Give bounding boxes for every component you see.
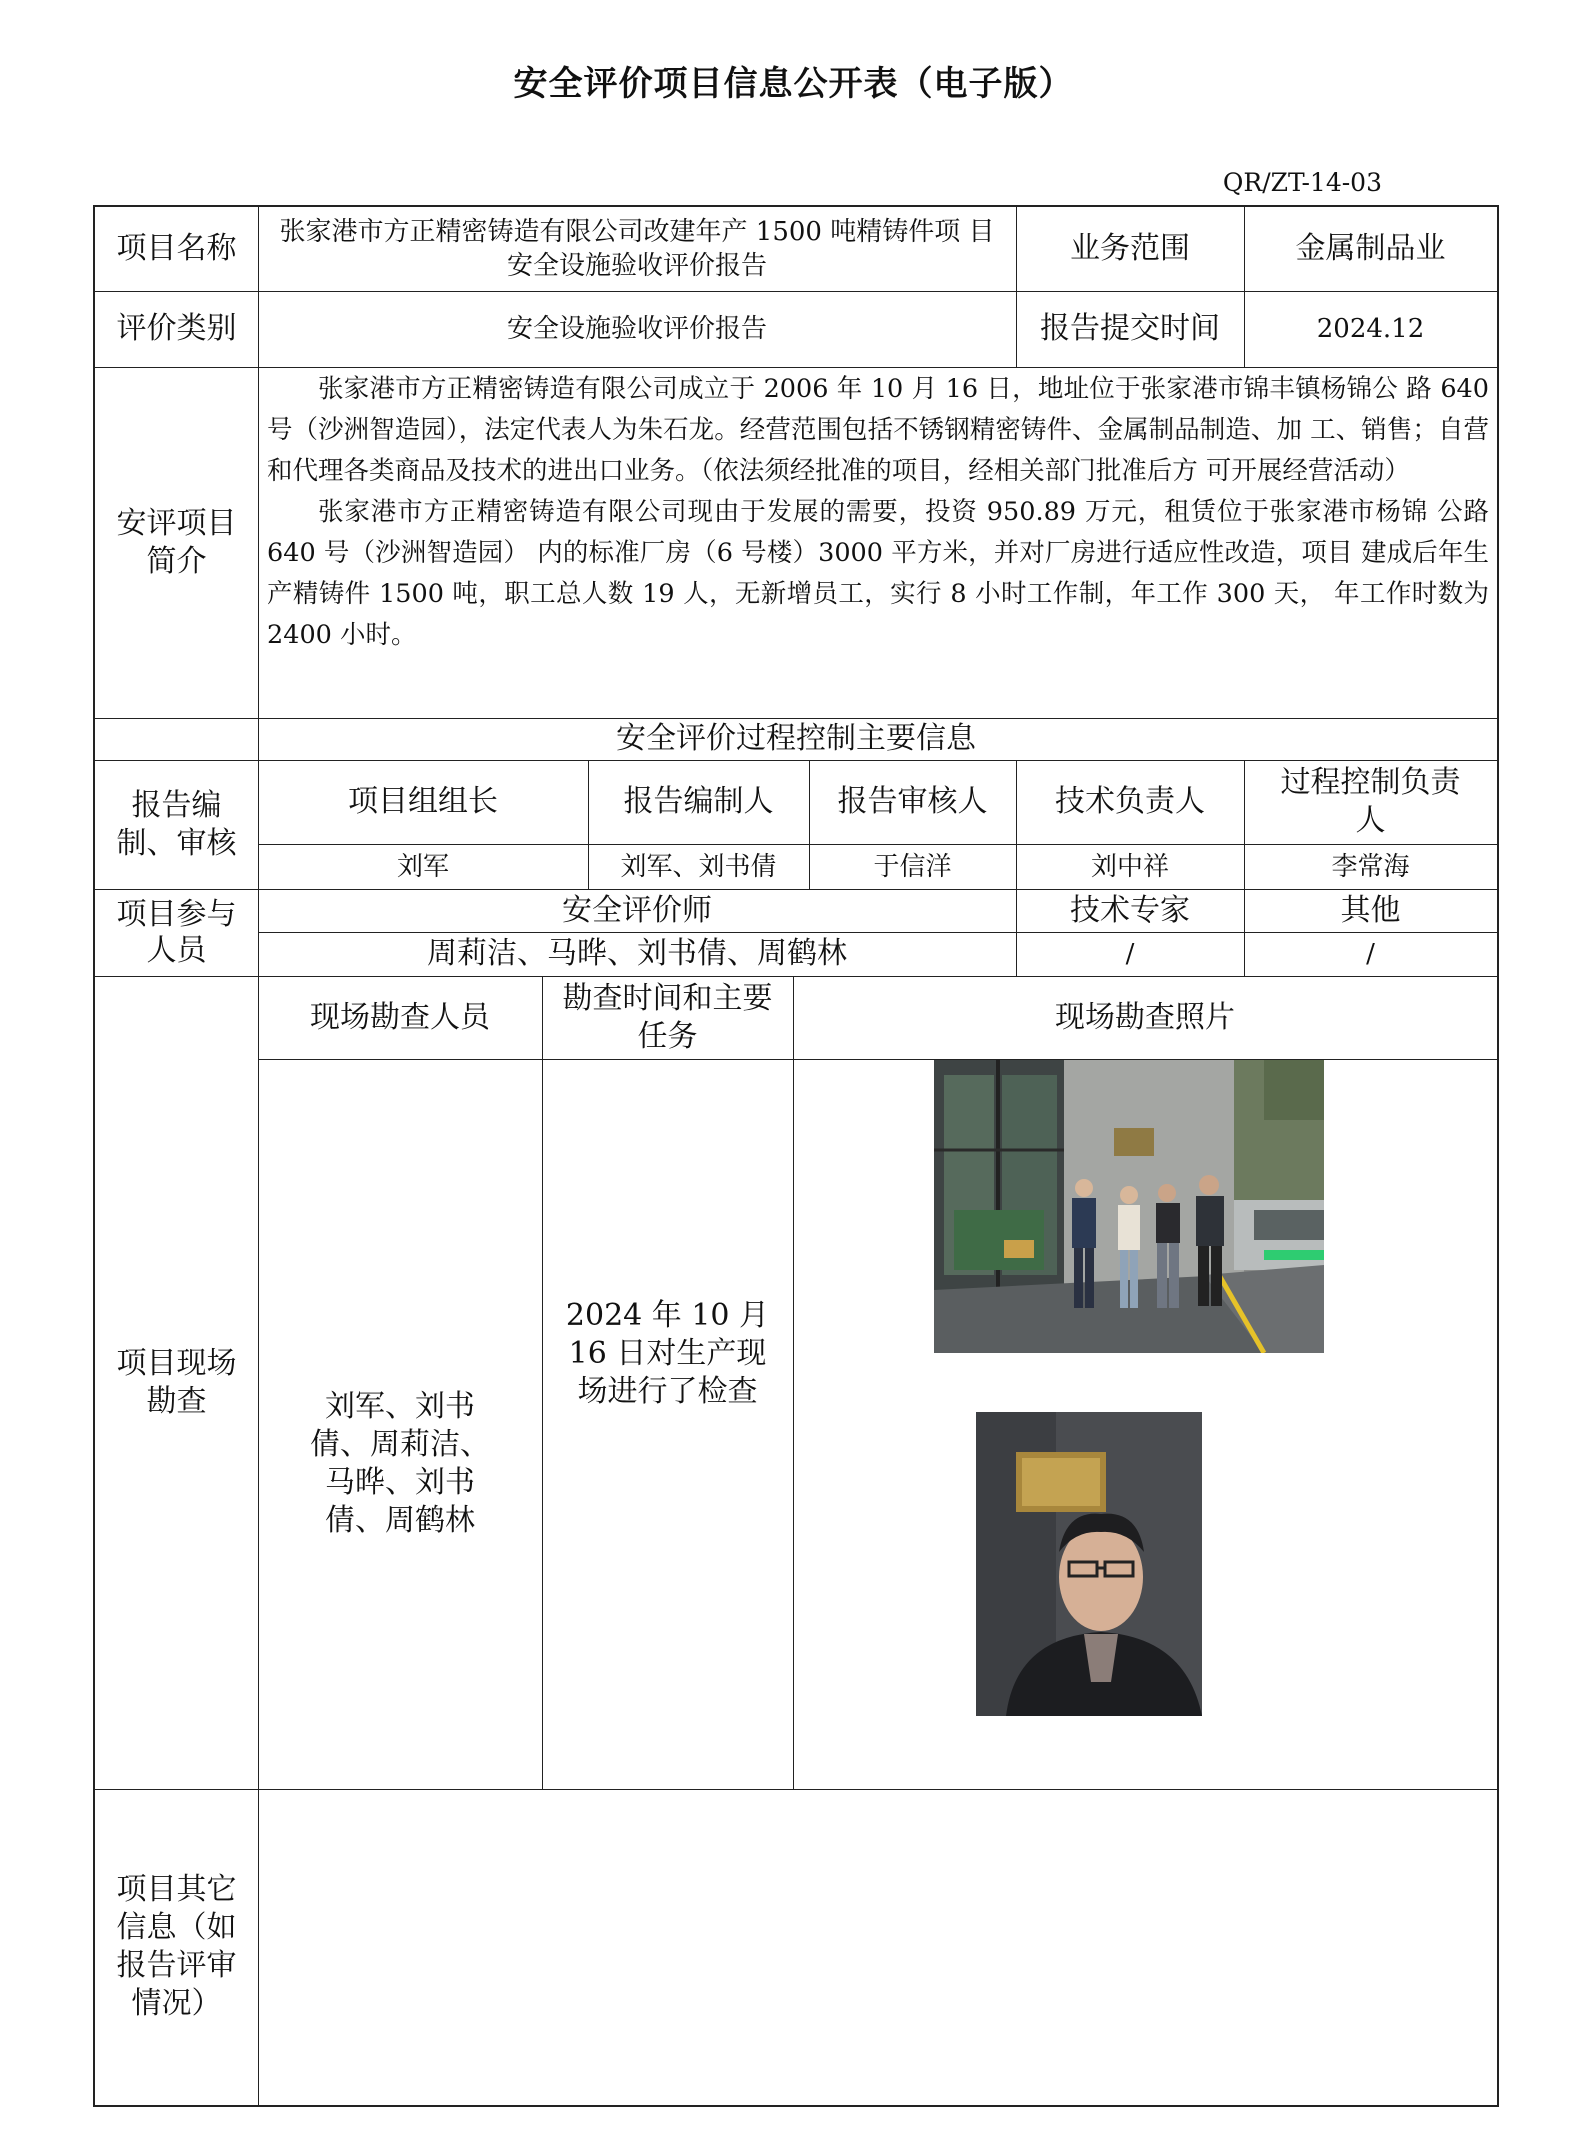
document-title: 安全评价项目信息公开表（电子版） [513, 64, 1074, 104]
submit-time-label: 报告提交时间 [1040, 311, 1220, 346]
business-scope-label: 业务范围 [1070, 231, 1190, 266]
safety-assessor-header: 安全评价师 [562, 892, 712, 928]
process-control-lead-value: 李常海 [1331, 851, 1410, 882]
selfie-photo-image [976, 1412, 1202, 1716]
survey-personnel-value: 刘军、刘书倩、周莉洁、马晔、刘书倩、周鹤林 [310, 1389, 490, 1538]
survey-task-value: 2024 年 10 月 16 日对生产现场进行了检查 [565, 1298, 770, 1409]
report-author-header: 报告编制人 [623, 784, 774, 819]
group-photo-image [934, 1060, 1324, 1353]
technical-expert-header: 技术专家 [1070, 892, 1190, 928]
other-value: / [1366, 939, 1375, 969]
technical-lead-header: 技术负责人 [1055, 784, 1205, 819]
team-leader-value: 刘军 [396, 851, 449, 882]
site-survey-label: 项目现场勘查 [116, 1345, 237, 1419]
report-label: 报告编制、审核 [116, 787, 237, 861]
submit-time-value: 2024.12 [1316, 314, 1425, 344]
project-name-label: 项目名称 [116, 231, 237, 266]
intro-paragraph: 张家港市方正精密铸造有限公司成立于 2006 年 10 月 16 日，地址位于张家港市锦丰镇杨锦公 路 640 号（沙洲智造园），法定代表人为朱石龙。经营范围包括不锈钢精密铸件、金属制品制造、加 工、销售；自营和代理各类商品及技术的进出口业务。（依法须经批准的项目，经相关部门批准后方 可开展经营活动） [267, 374, 1489, 486]
safety-assessor-value: 周莉洁、马晔、刘书倩、周鹤林 [427, 936, 847, 971]
project-name-value: 张家港市方正精密铸造有限公司改建年产 1500 吨精铸件项 目安全设施验收评价报告 [279, 217, 995, 281]
report-reviewer-header: 报告审核人 [837, 784, 988, 819]
survey-photos-header: 现场勘查照片 [1055, 999, 1235, 1035]
participants-label: 项目参与人员 [116, 896, 237, 968]
site-group-photo [934, 1060, 1324, 1353]
survey-time-task-header: 勘查时间和主要 任务 [562, 980, 773, 1054]
report-reviewer-value: 于信洋 [873, 851, 952, 882]
technical-lead-value: 刘中祥 [1090, 851, 1169, 882]
team-leader-header: 项目组组长 [348, 784, 498, 819]
project-intro-text [259, 369, 1497, 656]
report-author-value: 刘军、刘书倩 [620, 851, 777, 882]
technical-expert-value: / [1125, 939, 1135, 969]
process-control-lead-header: 过程控制负责人 [1280, 765, 1461, 838]
intro-paragraph: 张家港市方正精密铸造有限公司现由于发展的需要，投资 950.89 万元，租赁位于张家港市杨锦 公路 640 号（沙洲智造园） 内的标准厂房（6 号楼）3000 平方米，并对厂房进行适应性改造，项目 建成后年生产精铸件 1500 吨，职工总人数 19 人，无新增员工，实行 8 小时工作制，年工作 300 天， 年工作时数为 2400 小时。 [267, 497, 1489, 650]
project-intro-label: 安评项目简介 [116, 505, 237, 579]
info-form-table [93, 205, 1499, 2107]
process-control-header: 安全评价过程控制主要信息 [616, 721, 976, 756]
form-code: QR/ZT-14-03 [1222, 168, 1382, 197]
site-selfie-photo [976, 1412, 1202, 1716]
evaluation-category-label: 评价类别 [116, 311, 237, 346]
other-info-label: 项目其它信息（如报告评审情况） [116, 1872, 237, 2021]
evaluation-category-value: 安全设施验收评价报告 [506, 314, 767, 344]
business-scope-value: 金属制品业 [1295, 231, 1446, 266]
survey-personnel-header: 现场勘查人员 [310, 999, 490, 1035]
other-info-value [258, 1789, 1497, 2105]
other-header: 其他 [1340, 892, 1401, 928]
